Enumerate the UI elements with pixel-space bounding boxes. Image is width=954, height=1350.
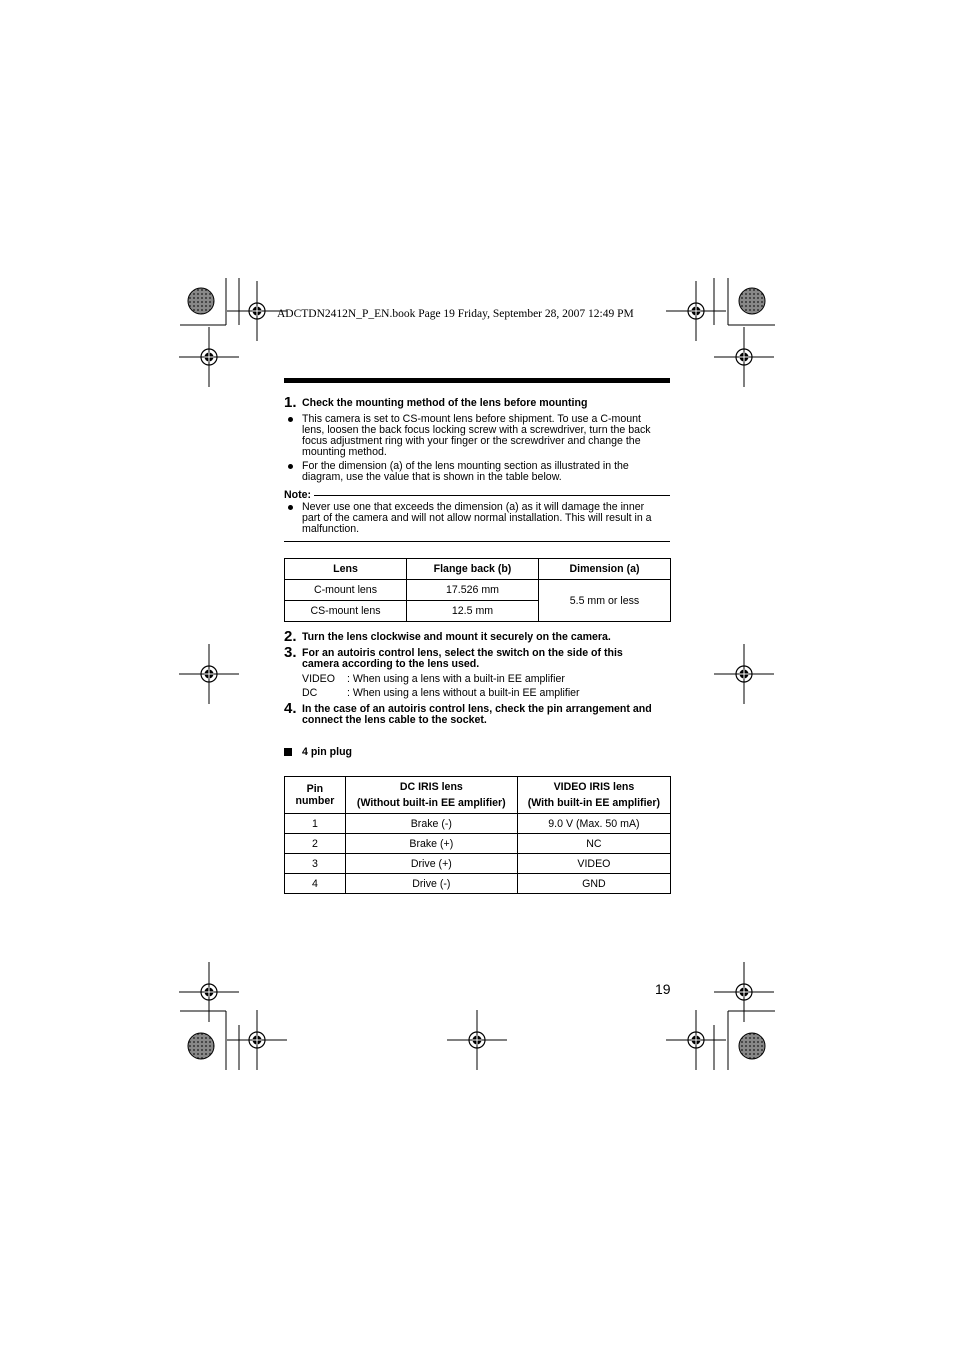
step-2-title: Turn the lens clockwise and mount it securely on the camera.: [302, 631, 611, 643]
step-4-title: In the case of an autoiris control lens, check the pin arrangement and connect the lens cable to the socket.: [302, 703, 652, 726]
page-number: 19: [655, 981, 671, 997]
note-bottom-rule: [284, 541, 670, 542]
step-1-bullet-2: For the dimension (a) of the lens mounting section as illustrated in the diagram, use the value that is shown in the table below.: [302, 460, 629, 483]
table-row: 2 Brake (+) NC: [285, 834, 671, 854]
dc-iris-header: DC IRIS lens (Without built-in EE amplifier): [345, 777, 517, 814]
section-rule: [284, 378, 670, 383]
table-row: 4 Drive (-) GND: [285, 874, 671, 894]
table-row: 1 Brake (-) 9.0 V (Max. 50 mA): [285, 814, 671, 834]
lens-header: Lens: [285, 559, 407, 580]
flange-header: Flange back (b): [407, 559, 539, 580]
pin-number-header: Pin number: [285, 777, 346, 814]
table-row: 3 Drive (+) VIDEO: [285, 854, 671, 874]
switch-option-descs: : When using a lens with a built-in EE amplifier : When using a lens without a built-in EE amplifier: [347, 673, 580, 699]
starburst-bottom-left: [188, 1033, 214, 1059]
note-top-rule: [314, 495, 670, 496]
bullet-dot: [288, 417, 293, 422]
table-row: CS-mount lens 12.5 mm: [285, 601, 671, 622]
pin-table: [284, 776, 671, 894]
step-4-number: 4.: [284, 700, 297, 717]
step-1-title: Check the mounting method of the lens before mounting: [302, 397, 588, 409]
dimension-value: 5.5 mm or less: [539, 580, 671, 622]
starburst-top-left: [188, 288, 214, 314]
video-iris-header: VIDEO IRIS lens (With built-in EE amplifier): [517, 777, 670, 814]
note-label: Note:: [284, 489, 312, 501]
bullet-dot: [288, 505, 293, 510]
note-text: Never use one that exceeds the dimension (a) as it will damage the inner part of the camera and will not allow normal installation. This will result in a malfunction.: [302, 501, 652, 535]
lens-table: [284, 558, 671, 622]
switch-option-keys: VIDEO DC: [302, 673, 335, 699]
pin-section-title: 4 pin plug: [302, 746, 353, 758]
step-3-number: 3.: [284, 644, 297, 661]
step-2-number: 2.: [284, 628, 297, 645]
table-row: C-mount lens 17.526 mm 5.5 mm or less: [285, 580, 671, 601]
step-3-title: For an autoiris control lens, select the switch on the side of this camera according to the lens used.: [302, 647, 623, 670]
starburst-bottom-right: [739, 1033, 765, 1059]
dimension-header: Dimension (a): [539, 559, 671, 580]
step-1-bullet-1: This camera is set to CS-mount lens before shipment. To use a C-mount lens, loosen the back focus locking screw with a screwdriver, turn the back focus adjustment ring with your finger or the screwdriver and change the mounting method.: [302, 413, 651, 458]
step-1-number: 1.: [284, 394, 297, 411]
starburst-top-right: [739, 288, 765, 314]
book-header: ADCTDN2412N_P_EN.book Page 19 Friday, September 28, 2007 12:49 PM: [277, 308, 634, 320]
square-bullet-icon: [284, 748, 292, 756]
bullet-dot: [288, 464, 293, 469]
